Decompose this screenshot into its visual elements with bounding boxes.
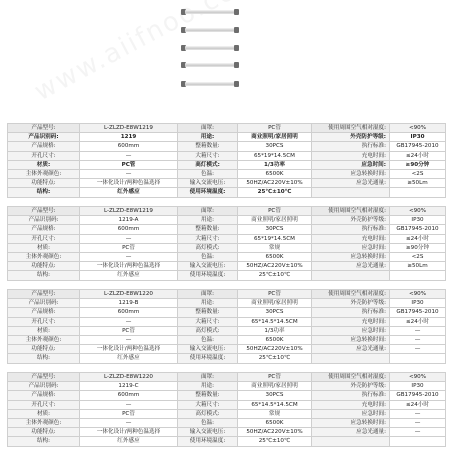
spec-value: L-ZLZD-E8W1219 [80,124,178,133]
spec-label: 产品型号: [8,124,80,133]
table-row [8,335,446,344]
spec-label: 大箱尺寸: [178,400,238,409]
table-row [8,225,446,234]
spec-label: 整箱数量: [178,308,238,317]
spec-label: 产品型号: [8,373,80,382]
table-row [8,234,446,243]
spec-value: PC管 [238,373,312,382]
spec-label: 应急时间: [312,326,390,335]
spec-label: 应急光通量: [312,428,390,437]
spec-label: 高灯模式: [178,409,238,418]
spec-label: 结构: [8,437,80,446]
spec-value: <90% [390,124,446,133]
spec-label: 使用周围空气相对湿度: [312,290,390,299]
spec-value: ≥90分钟 [390,243,446,252]
table-row [8,382,446,391]
spec-value: 1/3功率 [238,326,312,335]
table-row [8,271,446,280]
spec-value: 600mm [80,391,178,400]
table-row [8,124,446,133]
spec-value: — [390,345,446,354]
spec-label: 主体外观颜色: [8,169,80,178]
table-row [8,299,446,308]
spec-label: 整箱数量: [178,225,238,234]
spec-label [312,271,390,280]
table-row [8,160,446,169]
spec-table-2 [7,206,446,281]
spec-label: 用途: [178,216,238,225]
spec-label: 使用环境温度: [178,437,238,446]
spec-label: 结构: [8,188,80,197]
table-row [8,437,446,446]
spec-label: 使用周围空气相对湿度: [312,124,390,133]
spec-value: — [390,428,446,437]
spec-label: 大箱尺寸: [178,151,238,160]
spec-value: IP30 [390,382,446,391]
table-row [8,252,446,261]
spec-value: 一体化设计/两种色温选择 [80,262,178,271]
spec-value: ≥50Lm [390,179,446,188]
table-row [8,409,446,418]
spec-value: 红外感应 [80,437,178,446]
spec-value: <90% [390,290,446,299]
table-row [8,207,446,216]
spec-value: 600mm [80,142,178,151]
spec-label: 执行标准: [312,142,390,151]
spec-label: 外壳防护等级: [312,133,390,142]
spec-value: — [390,335,446,344]
spec-value: PC管 [80,326,178,335]
spec-label: 使用环境温度: [178,271,238,280]
spec-label: 执行标准: [312,225,390,234]
spec-value: 30PCS [238,142,312,151]
spec-label: 执行标准: [312,308,390,317]
table-row [8,400,446,409]
table-row [8,428,446,437]
table-row [8,151,446,160]
table-row [8,345,446,354]
spec-label [312,437,390,446]
spec-label: 用途: [178,299,238,308]
spec-value [390,437,446,446]
spec-value: — [80,317,178,326]
spec-table-4 [7,372,446,447]
spec-label: 材质: [8,243,80,252]
spec-value: 商业照明/家居照明 [238,299,312,308]
spec-label: 应急时间: [312,160,390,169]
spec-label: 应急光通量: [312,345,390,354]
spec-value: GB17945-2010 [390,225,446,234]
table-row [8,418,446,427]
spec-label: 产品规格: [8,391,80,400]
spec-value: 常规 [238,409,312,418]
spec-value: — [80,169,178,178]
table-row [8,142,446,151]
spec-value: 30PCS [238,308,312,317]
spec-label: 色温: [178,252,238,261]
spec-label: 产品型号: [8,290,80,299]
spec-label: 使用环境温度: [178,188,238,197]
spec-label: 外壳防护等级: [312,299,390,308]
table-row [8,308,446,317]
spec-label: 主体外观颜色: [8,418,80,427]
spec-label: 功能特点: [8,262,80,271]
spec-value: — [80,400,178,409]
tube-lamp-icon [181,28,239,32]
spec-value: GB17945-2010 [390,142,446,151]
spec-value: 1/3功率 [238,160,312,169]
spec-label: 开孔尺寸: [8,317,80,326]
spec-label: 功能特点: [8,345,80,354]
spec-label: 外壳防护等级: [312,216,390,225]
spec-value: L-ZLZD-E8W1219 [80,207,178,216]
spec-label: 色温: [178,418,238,427]
table-row [8,317,446,326]
spec-value: 65*19*14.5CM [238,234,312,243]
spec-label [312,188,390,197]
spec-value: ≤24小时 [390,400,446,409]
spec-label: 输入交流电压: [178,179,238,188]
spec-label: 高灯模式: [178,243,238,252]
spec-value: 1219-A [80,216,178,225]
spec-value: ≥50Lm [390,262,446,271]
spec-value: 65*14.5*14.5CM [238,317,312,326]
table-row [8,373,446,382]
spec-label: 用途: [178,133,238,142]
spec-label: 面罩: [178,290,238,299]
spec-label: 产品识别码: [8,382,80,391]
table-row [8,243,446,252]
spec-label: 充电时间: [312,400,390,409]
spec-label: 外壳防护等级: [312,382,390,391]
spec-value: — [80,234,178,243]
spec-label: 使用周围空气相对湿度: [312,373,390,382]
spec-label: 主体外观颜色: [8,335,80,344]
spec-value: 商业照明/家居照明 [238,382,312,391]
spec-label: 结构: [8,271,80,280]
watermark [30,0,266,107]
table-row [8,188,446,197]
spec-value: 30PCS [238,225,312,234]
spec-value: ≤24小时 [390,317,446,326]
spec-value: PC管 [80,243,178,252]
spec-label: 应急时间: [312,243,390,252]
spec-label: 应急光通量: [312,179,390,188]
spec-label: 面罩: [178,124,238,133]
tube-lamp-icon [181,82,239,86]
spec-label: 充电时间: [312,151,390,160]
spec-label: 应急转换时间: [312,169,390,178]
spec-table-3 [7,289,446,364]
spec-value: 红外感应 [80,271,178,280]
spec-label: 开孔尺寸: [8,400,80,409]
spec-label: 产品规格: [8,142,80,151]
spec-value: 25℃±10℃ [238,354,312,363]
spec-value: 50HZ/AC220V±10% [238,179,312,188]
table-row [8,391,446,400]
spec-value: 常规 [238,243,312,252]
spec-value: <2S [390,252,446,261]
spec-label: 输入交流电压: [178,428,238,437]
spec-value: L-ZLZD-E8W1220 [80,373,178,382]
spec-value: PC管 [80,409,178,418]
spec-value: 1219-C [80,382,178,391]
spec-value: GB17945-2010 [390,391,446,400]
spec-value: ≤24小时 [390,151,446,160]
spec-value: 红外感应 [80,354,178,363]
spec-label: 功能特点: [8,179,80,188]
spec-label: 输入交流电压: [178,345,238,354]
spec-label: 使用周围空气相对湿度: [312,207,390,216]
spec-value: 1219 [80,133,178,142]
spec-label: 大箱尺寸: [178,317,238,326]
spec-value: 6500K [238,252,312,261]
spec-value: 65*14.5*14.5CM [238,400,312,409]
spec-label: 输入交流电压: [178,262,238,271]
spec-value: — [390,409,446,418]
spec-value [390,271,446,280]
spec-label: 产品识别码: [8,299,80,308]
spec-value: IP30 [390,216,446,225]
spec-label: 开孔尺寸: [8,234,80,243]
spec-value: 6500K [238,335,312,344]
spec-value: 红外感应 [80,188,178,197]
spec-label: 材质: [8,409,80,418]
spec-value: 6500K [238,418,312,427]
spec-label: 使用环境温度: [178,354,238,363]
spec-value: 1219-B [80,299,178,308]
spec-value [390,354,446,363]
spec-value: 25℃±10℃ [238,188,312,197]
table-row [8,290,446,299]
spec-label: 高灯模式: [178,160,238,169]
spec-label: 应急光通量: [312,262,390,271]
spec-label: 产品规格: [8,225,80,234]
spec-value: L-ZLZD-E8W1220 [80,290,178,299]
spec-label: 应急转换时间: [312,252,390,261]
spec-value: GB17945-2010 [390,308,446,317]
spec-value: 6500K [238,169,312,178]
spec-value [390,188,446,197]
spec-label: 面罩: [178,207,238,216]
spec-label: 材质: [8,160,80,169]
spec-label: 主体外观颜色: [8,252,80,261]
table-row [8,179,446,188]
spec-label: 开孔尺寸: [8,151,80,160]
spec-value: — [80,252,178,261]
spec-label: 应急转换时间: [312,418,390,427]
spec-label: 材质: [8,326,80,335]
spec-label: 产品识别码: [8,133,80,142]
spec-value: 一体化设计/两种色温选择 [80,428,178,437]
spec-value: PC管 [238,290,312,299]
spec-value: 600mm [80,308,178,317]
tube-lamp-icon [181,46,239,50]
spec-value: 600mm [80,225,178,234]
spec-label: 色温: [178,335,238,344]
spec-label: 结构: [8,354,80,363]
spec-label: 充电时间: [312,317,390,326]
spec-value: IP30 [390,299,446,308]
spec-value: 商业照明/家居照明 [238,133,312,142]
table-row [8,262,446,271]
spec-value: ≤24小时 [390,234,446,243]
spec-value: PC管 [80,160,178,169]
spec-table-1 [7,123,446,198]
spec-label: 色温: [178,169,238,178]
spec-label: 产品识别码: [8,216,80,225]
spec-label: 整箱数量: [178,391,238,400]
spec-value: ≥90分钟 [390,160,446,169]
spec-label: 大箱尺寸: [178,234,238,243]
spec-value: — [390,418,446,427]
spec-value: PC管 [238,124,312,133]
spec-value: <90% [390,373,446,382]
spec-label: 用途: [178,382,238,391]
spec-value: 50HZ/AC220V±10% [238,262,312,271]
spec-label: 应急时间: [312,409,390,418]
table-row [8,354,446,363]
spec-label: 面罩: [178,373,238,382]
spec-label: 产品型号: [8,207,80,216]
spec-value: 商业照明/家居照明 [238,216,312,225]
table-row [8,169,446,178]
spec-label [312,354,390,363]
spec-value: 一体化设计/两种色温选择 [80,179,178,188]
spec-value: 30PCS [238,391,312,400]
spec-label: 产品规格: [8,308,80,317]
product-image [0,0,451,114]
spec-value: 25℃±10℃ [238,437,312,446]
spec-label: 执行标准: [312,391,390,400]
spec-value: 50HZ/AC220V±10% [238,428,312,437]
tube-lamp-icon [181,10,239,14]
table-row [8,133,446,142]
spec-label: 功能特点: [8,428,80,437]
spec-value: — [80,151,178,160]
tube-lamp-icon [181,63,239,67]
spec-value: 一体化设计/两种色温选择 [80,345,178,354]
spec-value: 50HZ/AC220V±10% [238,345,312,354]
table-row [8,216,446,225]
table-row [8,326,446,335]
spec-value: IP30 [390,133,446,142]
spec-value: — [80,418,178,427]
spec-value: — [390,326,446,335]
spec-value: <90% [390,207,446,216]
spec-value: PC管 [238,207,312,216]
spec-value: <2S [390,169,446,178]
spec-label: 充电时间: [312,234,390,243]
spec-label: 整箱数量: [178,142,238,151]
spec-label: 应急转换时间: [312,335,390,344]
spec-label: 高灯模式: [178,326,238,335]
spec-value: — [80,335,178,344]
spec-value: 65*19*14.5CM [238,151,312,160]
spec-value: 25℃±10℃ [238,271,312,280]
